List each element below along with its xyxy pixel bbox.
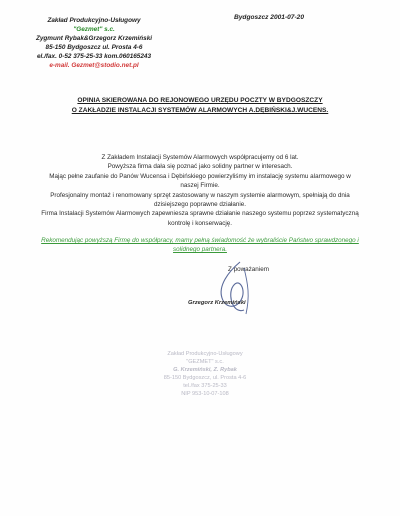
stamp-line: tel./fax 375-25-33: [183, 383, 227, 389]
letter-title: [30, 96, 370, 116]
letter-body: [40, 153, 360, 228]
title-line-2: O ZAKŁADZIE INSTALACJI SYSTEMÓW ALARMOWYCH A.DĘBIŃSKI&J.WUCENS.: [71, 107, 329, 114]
company-phone: el./fax. 0-52 375-25-33 kom.060165243: [36, 53, 152, 60]
body-paragraph: Mając pełne zaufanie do Panów Wucensa i Dębińskiego powierzyliśmy im instalację systemu alarmowego w naszej Firmie.: [49, 172, 351, 190]
stamp-line: Zakład Produkcyjno-Usługowy: [167, 351, 243, 357]
company-email: e-mail. Gezmet@stodio.net.pl: [49, 62, 139, 69]
recommendation-line: Rekomendując powyższą Firmę do współpracy, mamy pełną świadomość że wybraliście Państwo sprawdzonego i solidnego partnera.: [41, 237, 359, 254]
place-date: Bydgoszcz 2001-07-20: [234, 14, 305, 21]
body-paragraph: Firma Instalacji Systemów Alarmowych zapewniesza sprawne działanie naszego systemu poprzez systematyczną kontrolę i konserwację.: [41, 210, 359, 227]
stamp-line: "GEZMET" s.c.: [186, 359, 224, 365]
body-paragraph: Profesjonalny montaż i renomowany sprzęt zastosowany w naszym systemie alarmowym, spełniają do dnia dzisiejszego poprawne działanie.: [50, 191, 350, 209]
company-owners: Zygmunt Rybak&Grzegorz Krzemiński: [35, 35, 153, 42]
closing-regards: Z poważaniem: [228, 266, 269, 273]
stamp-line: 85-150 Bydgoszcz, ul. Prosta 4-6: [163, 375, 247, 381]
letterhead: [4, 16, 184, 70]
company-address: 85-150 Bydgoszcz ul. Prosta 4-6: [45, 44, 143, 51]
body-paragraph: Z Zakładem Instalacji Systemów Alarmowych współpracujemy od 6 lat.: [101, 154, 299, 161]
stamp-line: NIP 953-10-07-108: [181, 391, 229, 397]
recommendation-text: [40, 236, 360, 255]
body-paragraph: Powyższa firma dała się poznać jako solidny partner w interesach.: [107, 163, 293, 171]
stamp-line: G. Krzemiński, Z. Rybak: [173, 367, 237, 373]
company-stamp: [150, 350, 260, 398]
company-name: Zakład Produkcyjno-Usługowy: [47, 17, 141, 24]
signer-name: Grzegorz Krzemiński: [188, 300, 246, 306]
handwritten-signature: [188, 258, 278, 318]
company-brand: "Gezmet" s.c.: [73, 26, 115, 33]
title-line-1: OPINIA SKIEROWANA DO REJONOWEGO URZĘDU POCZTY W BYDGOSZCZY: [77, 97, 323, 104]
